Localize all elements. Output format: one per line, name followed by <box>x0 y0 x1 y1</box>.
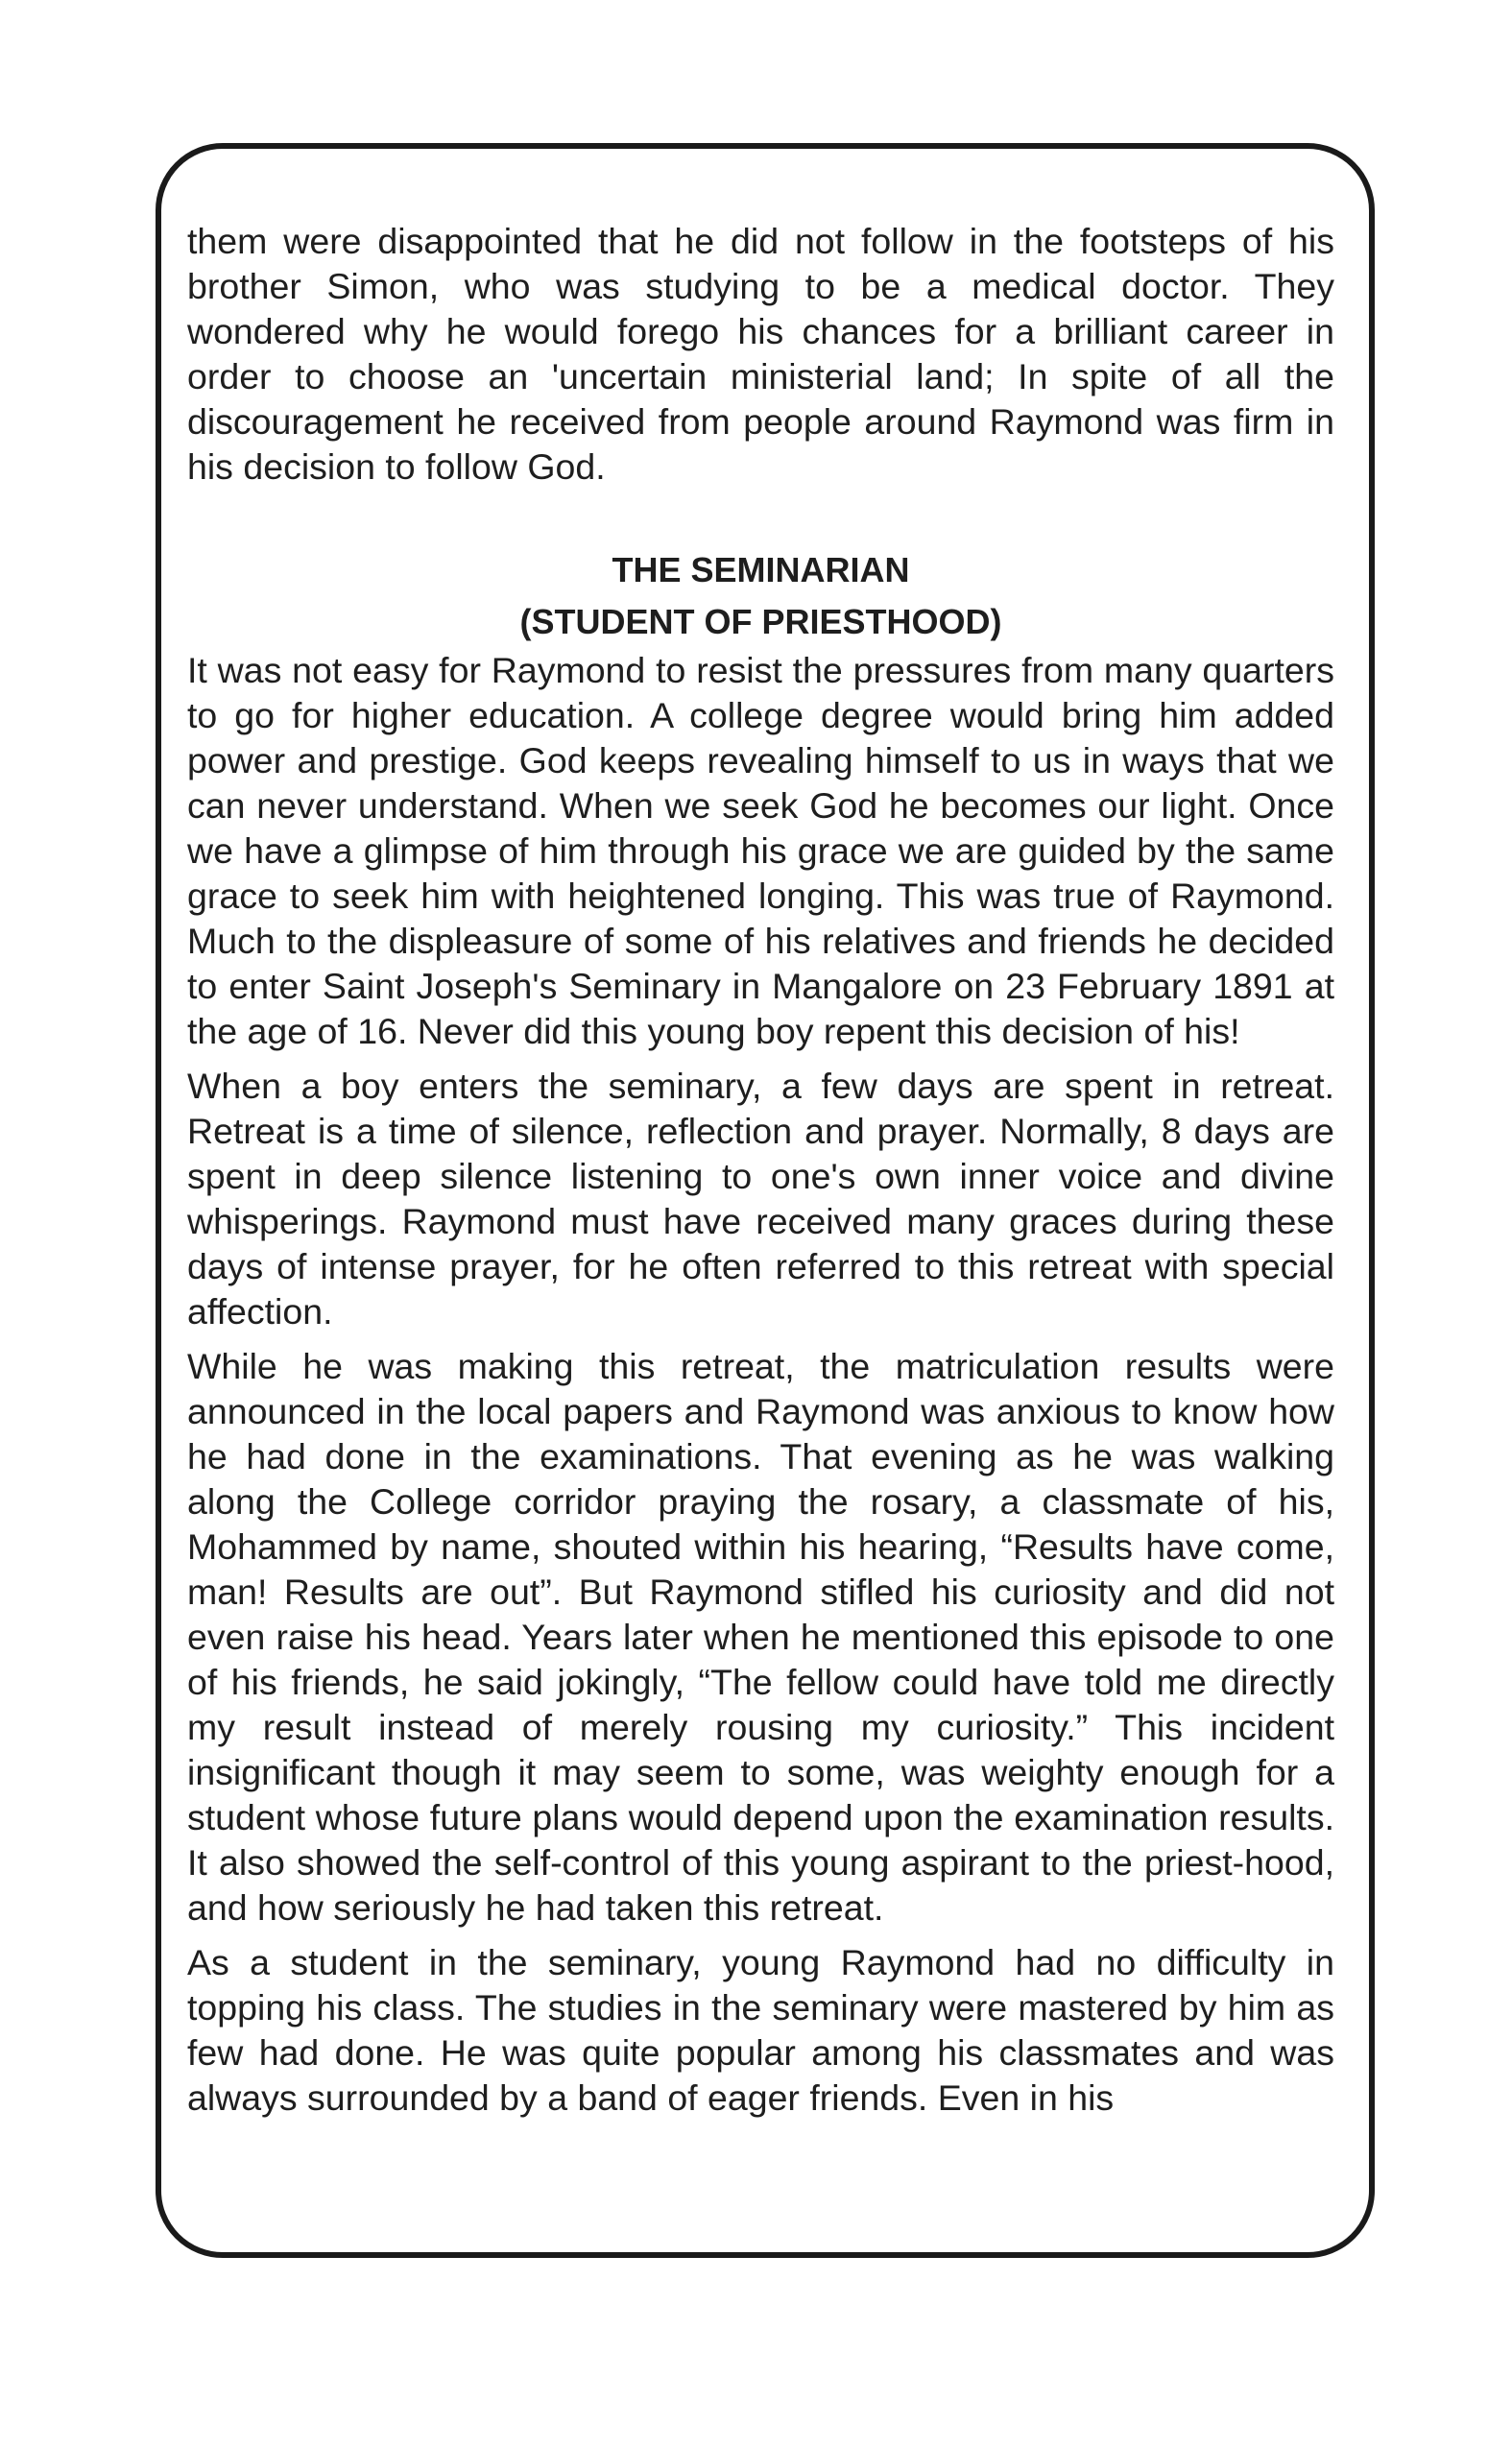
paragraph-student-life: As a student in the seminary, young Raymond had no difficulty in topping his class. The studies in the seminary were mastered by him as few had done. He was quite popular among his classmates and was always surrounded by a band of eager friends. Even in his <box>187 1942 1334 2118</box>
paragraph-retreat: When a boy enters the seminary, a few days are spent in retreat. Retreat is a time of silence, reflection and prayer. Normally, 8 days are spent in deep silence listening to one's own inner voice and divine whisperings. Raymond must have received many graces during these days of intense prayer, for he often referred to this retreat with special affection. <box>187 1066 1334 1332</box>
page-content <box>187 219 1334 2130</box>
section-heading-subtitle: (STUDENT OF PRIESTHOOD) <box>519 602 1002 641</box>
section-heading-title: THE SEMINARIAN <box>612 550 910 589</box>
paragraph-seminary-decision: It was not easy for Raymond to resist the pressures from many quarters to go for higher education. A college degree would bring him added power and prestige. God keeps revealing himself to us in ways that we can never understand. When we seek God he becomes our light. Once we have a glimpse of him through his grace we are guided by the same grace to seek him with heightened longing. This was true of Raymond. Much to the displeasure of some of his relatives and friends he decided to enter Saint Joseph's Seminary in Mangalore on 23 February 1891 at the age of 16. Never did this young boy repent this decision of his! <box>187 650 1334 1051</box>
paragraph-continuation: them were disappointed that he did not follow in the footsteps of his brother Simon, who was studying to be a medical doctor. They wondered why he would forego his chances for a brilliant career in order to choose an 'uncertain ministerial land; In spite of all the discouragement he received from people around Raymond was firm in his decision to follow God. <box>187 221 1334 487</box>
paragraph-results: While he was making this retreat, the matriculation results were announced in the local papers and Raymond was anxious to know how he had done in the examinations. That evening as he was walking along the College corridor praying the rosary, a classmate of his, Mohammed by name, shouted within his hearing, “Results have come, man! Results are out”. But Raymond stifled his curiosity and did not even raise his head. Years later when he mentioned this episode to one of his friends, he said jokingly, “The fellow could have told me directly my result instead of merely rousing my curiosity.” This incident insignificant though it may seem to some, was weighty enough for a student whose future plans would depend upon the examination results. It also showed the self-control of this young aspirant to the priest-hood, and how seriously he had taken this retreat. <box>187 1346 1334 1928</box>
